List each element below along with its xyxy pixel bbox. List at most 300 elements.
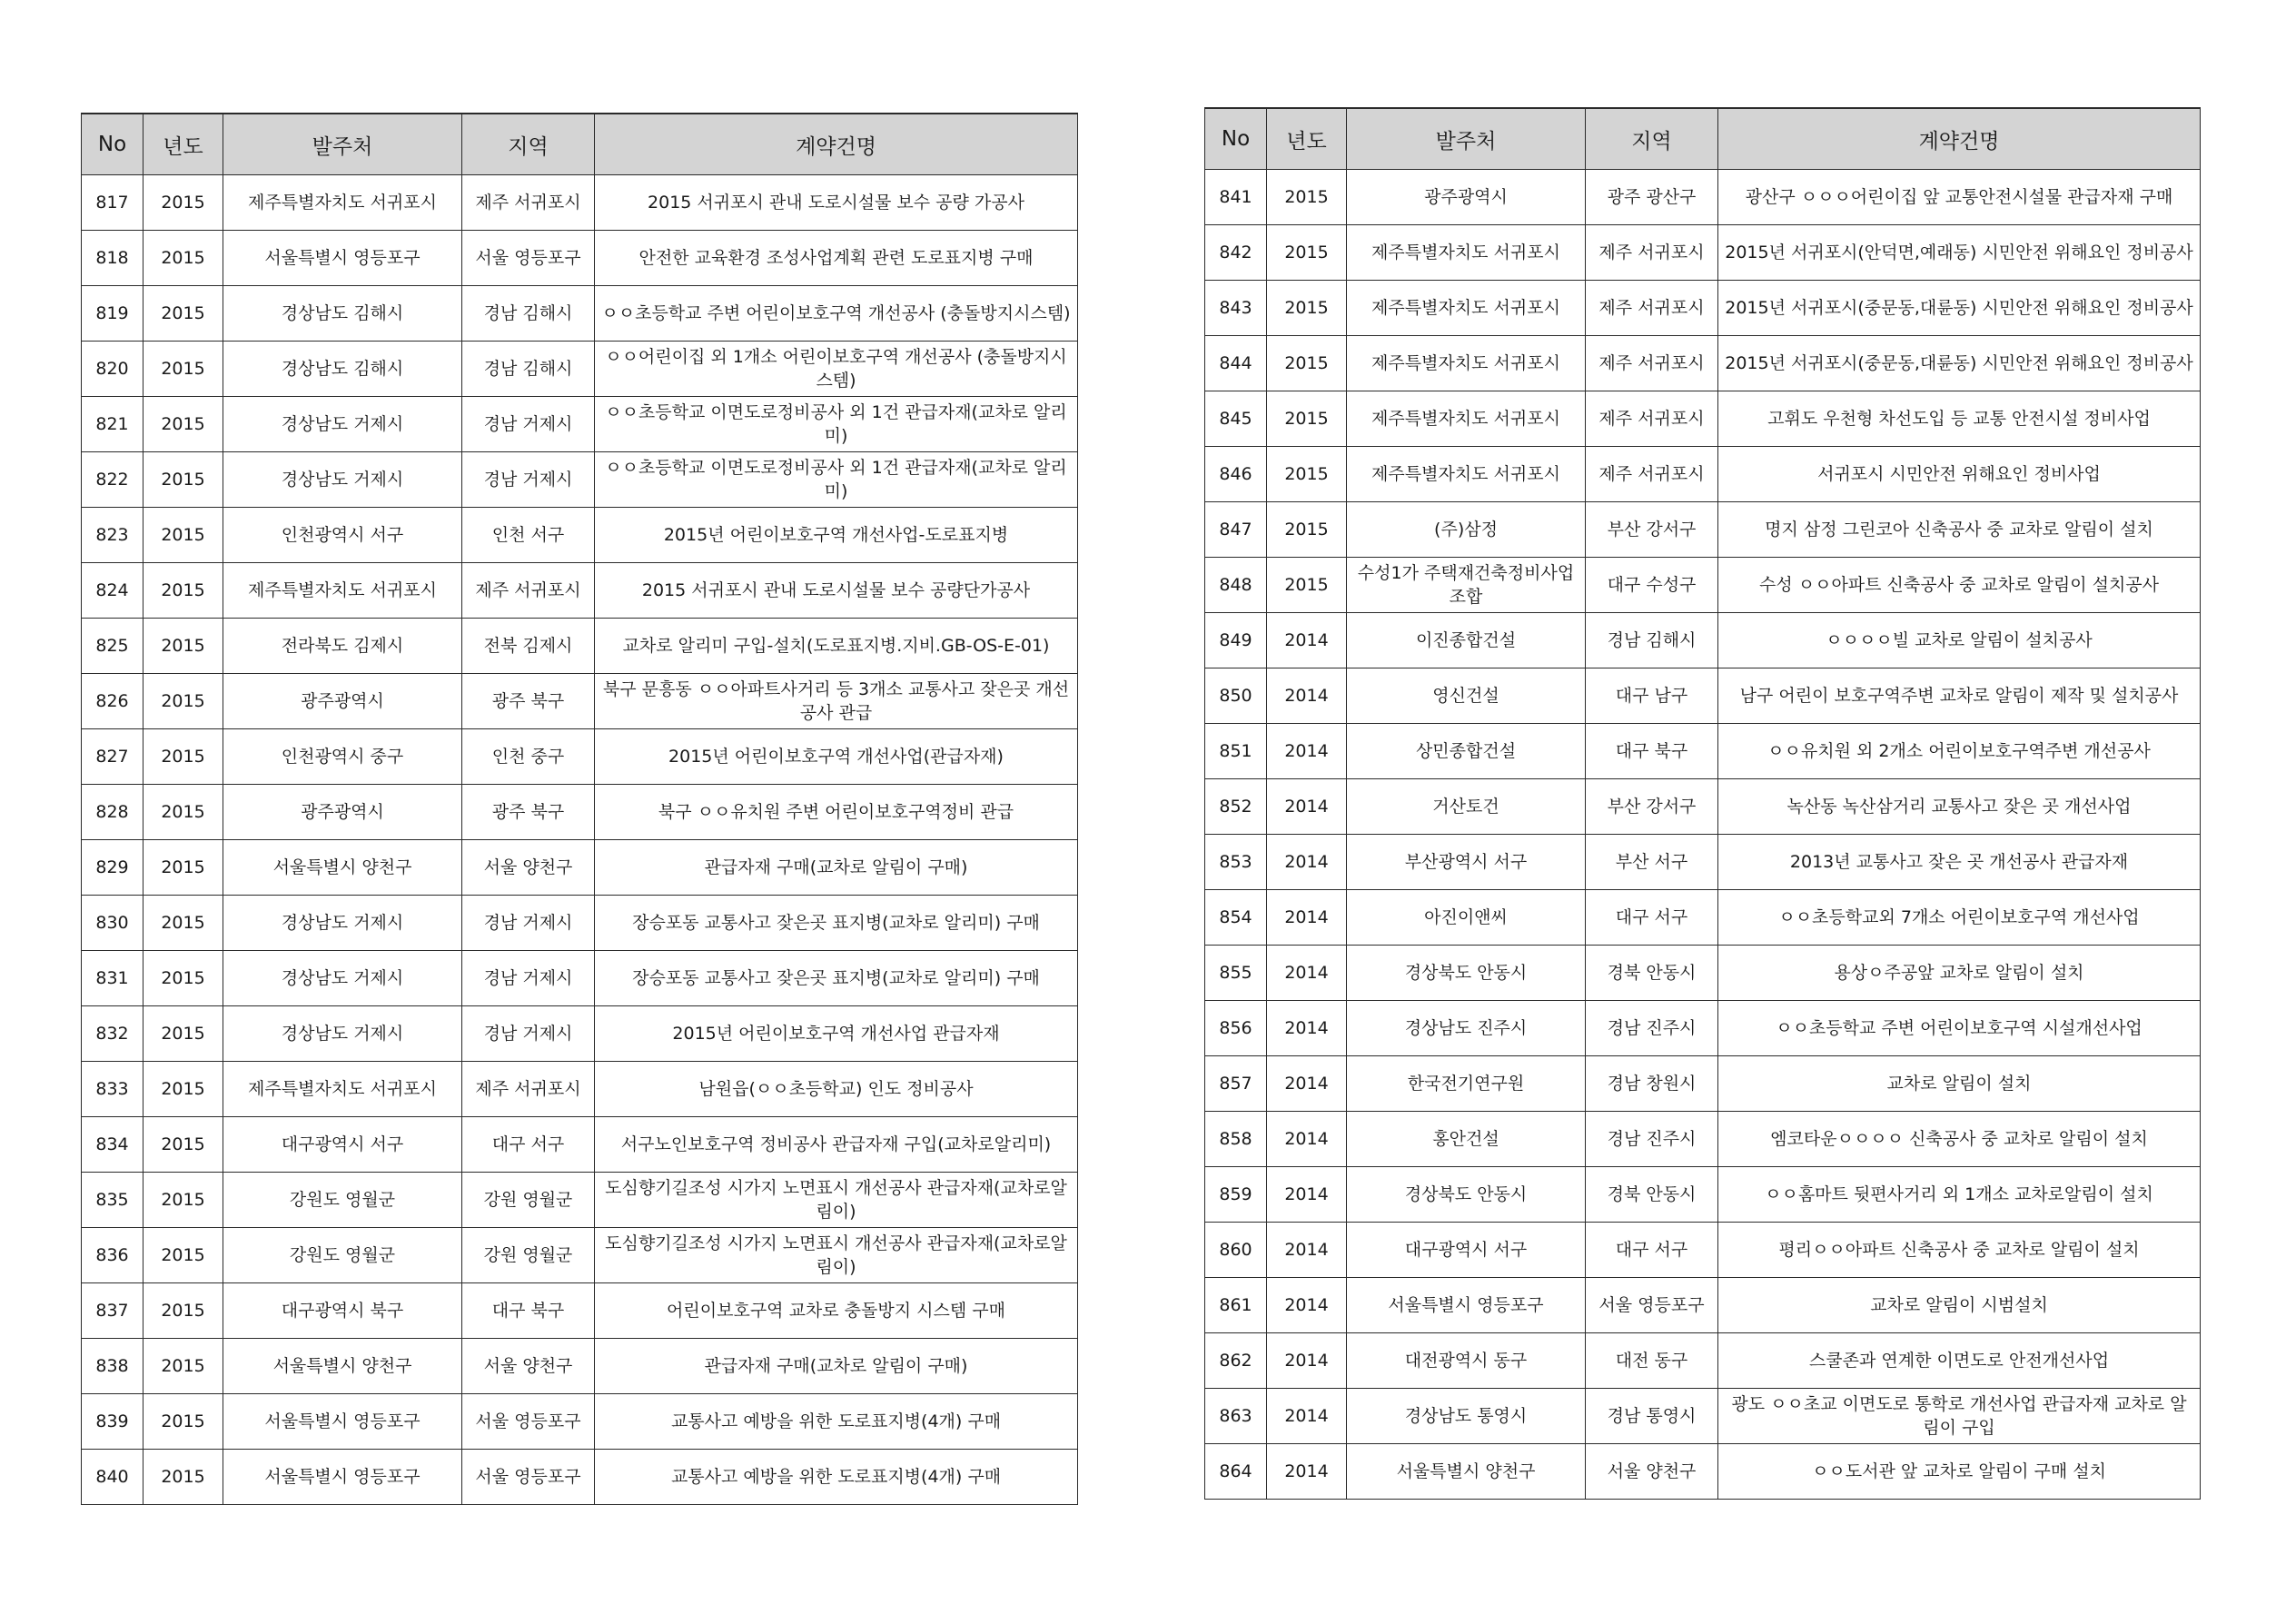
- cell-year: 2014: [1267, 1223, 1347, 1278]
- cell-contract: 명지 삼정 그린코아 신축공사 중 교차로 알림이 설치: [1718, 502, 2201, 558]
- cell-region: 인천 서구: [462, 508, 595, 563]
- cell-no: 817: [82, 175, 144, 231]
- cell-no: 863: [1205, 1389, 1267, 1444]
- cell-region: 대구 남구: [1586, 668, 1718, 724]
- cell-year: 2015: [144, 563, 223, 619]
- cell-no: 821: [82, 397, 144, 452]
- cell-contract: 교차로 알림이 시범설치: [1718, 1278, 2201, 1333]
- cell-region: 인천 중구: [462, 729, 595, 785]
- cell-region: 서울 영등포구: [462, 1450, 595, 1505]
- cell-client: 대구광역시 서구: [223, 1117, 462, 1173]
- cell-year: 2015: [144, 286, 223, 342]
- cell-client: 대구광역시 북구: [223, 1283, 462, 1339]
- cell-region: 경북 안동시: [1586, 1167, 1718, 1223]
- cell-no: 853: [1205, 835, 1267, 890]
- cell-no: 823: [82, 508, 144, 563]
- cell-region: 제주 서귀포시: [462, 175, 595, 231]
- cell-no: 822: [82, 452, 144, 508]
- header-year: 년도: [1267, 108, 1347, 170]
- cell-no: 851: [1205, 724, 1267, 779]
- cell-client: 인천광역시 서구: [223, 508, 462, 563]
- cell-region: 대구 서구: [1586, 890, 1718, 946]
- cell-no: 833: [82, 1062, 144, 1117]
- cell-contract: 서구노인보호구역 정비공사 관급자재 구입(교차로알리미): [595, 1117, 1078, 1173]
- cell-region: 광주 광산구: [1586, 170, 1718, 225]
- cell-contract: 교차로 알리미 구입-설치(도로표지병.지비.GB-OS-E-01): [595, 619, 1078, 674]
- cell-contract: 2013년 교통사고 잦은 곳 개선공사 관급자재: [1718, 835, 2201, 890]
- table-row: [82, 1228, 1078, 1283]
- cell-no: 849: [1205, 613, 1267, 668]
- table-row: [1205, 890, 2201, 946]
- header-no: No: [82, 114, 144, 175]
- cell-no: 819: [82, 286, 144, 342]
- cell-region: 부산 강서구: [1586, 502, 1718, 558]
- cell-no: 854: [1205, 890, 1267, 946]
- cell-client: 서울특별시 영등포구: [223, 1394, 462, 1450]
- cell-no: 834: [82, 1117, 144, 1173]
- table-row: [82, 674, 1078, 729]
- cell-region: 서울 영등포구: [1586, 1278, 1718, 1333]
- cell-region: 경남 김해시: [462, 342, 595, 397]
- cell-no: 850: [1205, 668, 1267, 724]
- cell-client: 서울특별시 영등포구: [1347, 1278, 1586, 1333]
- cell-region: 경남 진주시: [1586, 1001, 1718, 1056]
- cell-no: 846: [1205, 447, 1267, 502]
- cell-no: 841: [1205, 170, 1267, 225]
- cell-region: 대구 북구: [1586, 724, 1718, 779]
- table-row: [82, 1450, 1078, 1505]
- cell-client: 홍안건설: [1347, 1112, 1586, 1167]
- cell-year: 2015: [144, 231, 223, 286]
- cell-contract: ㅇㅇ홈마트 뒷편사거리 외 1개소 교차로알림이 설치: [1718, 1167, 2201, 1223]
- cell-contract: 수성 ㅇㅇ아파트 신축공사 중 교차로 알림이 설치공사: [1718, 558, 2201, 613]
- cell-no: 838: [82, 1339, 144, 1394]
- cell-client: 강원도 영월군: [223, 1228, 462, 1283]
- cell-client: 서울특별시 양천구: [223, 1339, 462, 1394]
- cell-region: 경남 김해시: [462, 286, 595, 342]
- cell-contract: 남원읍(ㅇㅇ초등학교) 인도 정비공사: [595, 1062, 1078, 1117]
- header-region: 지역: [1586, 108, 1718, 170]
- cell-region: 제주 서귀포시: [462, 563, 595, 619]
- table-row: [1205, 1056, 2201, 1112]
- cell-contract: 서귀포시 시민안전 위해요인 정비사업: [1718, 447, 2201, 502]
- table-row: [82, 1062, 1078, 1117]
- cell-region: 제주 서귀포시: [1586, 447, 1718, 502]
- cell-contract: 장승포동 교통사고 잦은곳 표지병(교차로 알리미) 구매: [595, 896, 1078, 951]
- cell-year: 2015: [144, 619, 223, 674]
- cell-contract: 스쿨존과 연계한 이면도로 안전개선사업: [1718, 1333, 2201, 1389]
- table-row: [1205, 613, 2201, 668]
- cell-client: 경상남도 진주시: [1347, 1001, 1586, 1056]
- cell-client: 경상남도 거제시: [223, 896, 462, 951]
- table-row: [1205, 558, 2201, 613]
- table-row: [1205, 1223, 2201, 1278]
- cell-region: 제주 서귀포시: [1586, 336, 1718, 391]
- cell-client: 제주특별자치도 서귀포시: [223, 1062, 462, 1117]
- cell-no: 840: [82, 1450, 144, 1505]
- table-header: [1205, 108, 2201, 170]
- cell-no: 861: [1205, 1278, 1267, 1333]
- table-row: [82, 840, 1078, 896]
- table-header: [82, 114, 1078, 175]
- cell-client: 경상북도 안동시: [1347, 946, 1586, 1001]
- cell-year: 2015: [144, 452, 223, 508]
- cell-year: 2015: [1267, 502, 1347, 558]
- cell-region: 경남 진주시: [1586, 1112, 1718, 1167]
- table-row: [1205, 779, 2201, 835]
- cell-no: 818: [82, 231, 144, 286]
- table-row: [1205, 1167, 2201, 1223]
- cell-contract: 용상ㅇ주공앞 교차로 알림이 설치: [1718, 946, 2201, 1001]
- table-row: [1205, 724, 2201, 779]
- table-row: [82, 785, 1078, 840]
- cell-client: 서울특별시 영등포구: [223, 1450, 462, 1505]
- cell-region: 경남 김해시: [1586, 613, 1718, 668]
- cell-client: 제주특별자치도 서귀포시: [1347, 225, 1586, 281]
- cell-client: 서울특별시 양천구: [223, 840, 462, 896]
- cell-client: 영신건설: [1347, 668, 1586, 724]
- cell-region: 서울 양천구: [462, 840, 595, 896]
- cell-year: 2015: [144, 729, 223, 785]
- cell-year: 2015: [144, 1062, 223, 1117]
- cell-contract: ㅇㅇ초등학교 이면도로정비공사 외 1건 관급자재(교차로 알리미): [595, 452, 1078, 508]
- table-row: [1205, 336, 2201, 391]
- cell-client: 전라북도 김제시: [223, 619, 462, 674]
- cell-client: 제주특별자치도 서귀포시: [223, 175, 462, 231]
- cell-year: 2015: [1267, 170, 1347, 225]
- cell-no: 831: [82, 951, 144, 1006]
- cell-contract: 교차로 알림이 설치: [1718, 1056, 2201, 1112]
- right-table-container: [1204, 107, 2201, 1500]
- cell-no: 852: [1205, 779, 1267, 835]
- cell-region: 제주 서귀포시: [1586, 281, 1718, 336]
- cell-client: 제주특별자치도 서귀포시: [223, 563, 462, 619]
- cell-no: 828: [82, 785, 144, 840]
- table-row: [82, 452, 1078, 508]
- cell-client: 한국전기연구원: [1347, 1056, 1586, 1112]
- table-row: [1205, 225, 2201, 281]
- cell-contract: 2015년 서귀포시(중문동,대륜동) 시민안전 위해요인 정비공사: [1718, 281, 2201, 336]
- cell-no: 843: [1205, 281, 1267, 336]
- cell-region: 서울 영등포구: [462, 1394, 595, 1450]
- header-client: 발주처: [223, 114, 462, 175]
- cell-client: 아진이앤씨: [1347, 890, 1586, 946]
- cell-client: 제주특별자치도 서귀포시: [1347, 281, 1586, 336]
- header-contract: 계약건명: [1718, 108, 2201, 170]
- cell-year: 2015: [1267, 558, 1347, 613]
- cell-year: 2014: [1267, 779, 1347, 835]
- cell-year: 2015: [144, 1117, 223, 1173]
- cell-region: 대전 동구: [1586, 1333, 1718, 1389]
- cell-client: 광주광역시: [1347, 170, 1586, 225]
- cell-contract: ㅇㅇ도서관 앞 교차로 알림이 구매 설치: [1718, 1444, 2201, 1500]
- cell-client: 서울특별시 양천구: [1347, 1444, 1586, 1500]
- cell-contract: ㅇㅇ유치원 외 2개소 어린이보호구역주변 개선공사: [1718, 724, 2201, 779]
- cell-no: 845: [1205, 391, 1267, 447]
- table-row: [1205, 1112, 2201, 1167]
- cell-region: 서울 영등포구: [462, 231, 595, 286]
- cell-year: 2015: [144, 175, 223, 231]
- contract-table-right: [1204, 107, 2201, 1500]
- cell-no: 859: [1205, 1167, 1267, 1223]
- table-row: [82, 231, 1078, 286]
- cell-contract: 2015 서귀포시 관내 도로시설물 보수 공량 가공사: [595, 175, 1078, 231]
- table-row: [82, 1173, 1078, 1228]
- cell-contract: 북구 문흥동 ㅇㅇ아파트사거리 등 3개소 교통사고 잦은곳 개선공사 관급: [595, 674, 1078, 729]
- cell-year: 2014: [1267, 1278, 1347, 1333]
- cell-contract: 광도 ㅇㅇ초교 이면도로 통학로 개선사업 관급자재 교차로 알림이 구입: [1718, 1389, 2201, 1444]
- table-row: [1205, 668, 2201, 724]
- table-row: [1205, 1444, 2201, 1500]
- cell-client: 제주특별자치도 서귀포시: [1347, 336, 1586, 391]
- cell-year: 2014: [1267, 1389, 1347, 1444]
- cell-year: 2015: [1267, 281, 1347, 336]
- cell-contract: 평리ㅇㅇ아파트 신축공사 중 교차로 알림이 설치: [1718, 1223, 2201, 1278]
- cell-client: 서울특별시 영등포구: [223, 231, 462, 286]
- cell-client: (주)삼정: [1347, 502, 1586, 558]
- cell-client: 대전광역시 동구: [1347, 1333, 1586, 1389]
- cell-no: 847: [1205, 502, 1267, 558]
- cell-region: 제주 서귀포시: [1586, 225, 1718, 281]
- table-row: [82, 619, 1078, 674]
- cell-no: 830: [82, 896, 144, 951]
- cell-region: 경남 거제시: [462, 951, 595, 1006]
- cell-region: 경북 안동시: [1586, 946, 1718, 1001]
- header-client: 발주처: [1347, 108, 1586, 170]
- cell-no: 842: [1205, 225, 1267, 281]
- cell-region: 부산 서구: [1586, 835, 1718, 890]
- cell-client: 경상남도 김해시: [223, 342, 462, 397]
- cell-no: 835: [82, 1173, 144, 1228]
- cell-contract: 도심향기길조성 시가지 노면표시 개선공사 관급자재(교차로알림이): [595, 1228, 1078, 1283]
- table-body: [82, 175, 1078, 1505]
- contract-table-left: [81, 113, 1078, 1505]
- cell-contract: 엠코타운ㅇㅇㅇㅇ 신축공사 중 교차로 알림이 설치: [1718, 1112, 2201, 1167]
- cell-year: 2015: [1267, 336, 1347, 391]
- cell-year: 2015: [144, 840, 223, 896]
- cell-year: 2014: [1267, 1001, 1347, 1056]
- cell-contract: ㅇㅇ어린이집 외 1개소 어린이보호구역 개선공사 (충돌방지시스템): [595, 342, 1078, 397]
- cell-contract: 2015년 어린이보호구역 개선사업(관급자재): [595, 729, 1078, 785]
- table-row: [82, 397, 1078, 452]
- table-body: [1205, 170, 2201, 1500]
- cell-client: 이진종합건설: [1347, 613, 1586, 668]
- cell-no: 862: [1205, 1333, 1267, 1389]
- cell-contract: 도심향기길조성 시가지 노면표시 개선공사 관급자재(교차로알림이): [595, 1173, 1078, 1228]
- cell-contract: ㅇㅇ초등학교 이면도로정비공사 외 1건 관급자재(교차로 알리미): [595, 397, 1078, 452]
- table-row: [1205, 946, 2201, 1001]
- cell-client: 광주광역시: [223, 785, 462, 840]
- cell-client: 광주광역시: [223, 674, 462, 729]
- cell-client: 제주특별자치도 서귀포시: [1347, 447, 1586, 502]
- cell-contract: 북구 ㅇㅇ유치원 주변 어린이보호구역정비 관급: [595, 785, 1078, 840]
- table-row: [1205, 447, 2201, 502]
- cell-client: 강원도 영월군: [223, 1173, 462, 1228]
- cell-year: 2015: [144, 1394, 223, 1450]
- cell-region: 서울 양천구: [1586, 1444, 1718, 1500]
- cell-region: 경남 통영시: [1586, 1389, 1718, 1444]
- cell-region: 경남 거제시: [462, 896, 595, 951]
- cell-year: 2015: [144, 951, 223, 1006]
- cell-contract: 교통사고 예방을 위한 도로표지병(4개) 구매: [595, 1394, 1078, 1450]
- cell-no: 829: [82, 840, 144, 896]
- table-row: [1205, 170, 2201, 225]
- cell-year: 2015: [1267, 391, 1347, 447]
- cell-year: 2015: [144, 1173, 223, 1228]
- header-region: 지역: [462, 114, 595, 175]
- cell-contract: 안전한 교육환경 조성사업계획 관련 도로표지병 구매: [595, 231, 1078, 286]
- cell-year: 2015: [144, 1228, 223, 1283]
- cell-contract: 2015년 서귀포시(중문동,대륜동) 시민안전 위해요인 정비공사: [1718, 336, 2201, 391]
- cell-contract: 광산구 ㅇㅇㅇ어린이집 앞 교통안전시설물 관급자재 구매: [1718, 170, 2201, 225]
- cell-no: 858: [1205, 1112, 1267, 1167]
- table-row: [82, 286, 1078, 342]
- cell-year: 2014: [1267, 890, 1347, 946]
- cell-client: 제주특별자치도 서귀포시: [1347, 391, 1586, 447]
- cell-region: 제주 서귀포시: [1586, 391, 1718, 447]
- cell-contract: ㅇㅇ초등학교 주변 어린이보호구역 개선공사 (충돌방지시스템): [595, 286, 1078, 342]
- cell-year: 2014: [1267, 1444, 1347, 1500]
- cell-contract: 어린이보호구역 교차로 충돌방지 시스템 구매: [595, 1283, 1078, 1339]
- cell-year: 2014: [1267, 724, 1347, 779]
- table-row: [1205, 1389, 2201, 1444]
- table-row: [82, 175, 1078, 231]
- cell-year: 2014: [1267, 835, 1347, 890]
- cell-region: 대구 수성구: [1586, 558, 1718, 613]
- cell-client: 인천광역시 중구: [223, 729, 462, 785]
- cell-region: 경남 거제시: [462, 1006, 595, 1062]
- cell-no: 827: [82, 729, 144, 785]
- left-table-container: [81, 113, 1078, 1505]
- cell-no: 826: [82, 674, 144, 729]
- table-row: [1205, 502, 2201, 558]
- cell-client: 거산토건: [1347, 779, 1586, 835]
- cell-year: 2014: [1267, 613, 1347, 668]
- cell-contract: ㅇㅇ초등학교 주변 어린이보호구역 시설개선사업: [1718, 1001, 2201, 1056]
- cell-contract: 2015 서귀포시 관내 도로시설물 보수 공량단가공사: [595, 563, 1078, 619]
- cell-no: 856: [1205, 1001, 1267, 1056]
- cell-year: 2014: [1267, 946, 1347, 1001]
- cell-client: 경상남도 거제시: [223, 397, 462, 452]
- cell-region: 강원 영월군: [462, 1173, 595, 1228]
- cell-client: 경상남도 김해시: [223, 286, 462, 342]
- cell-contract: 관급자재 구매(교차로 알림이 구매): [595, 840, 1078, 896]
- cell-region: 전북 김제시: [462, 619, 595, 674]
- table-row: [82, 896, 1078, 951]
- cell-year: 2015: [144, 674, 223, 729]
- cell-no: 860: [1205, 1223, 1267, 1278]
- table-row: [82, 508, 1078, 563]
- cell-no: 844: [1205, 336, 1267, 391]
- cell-contract: 2015년 어린이보호구역 개선사업 관급자재: [595, 1006, 1078, 1062]
- cell-region: 강원 영월군: [462, 1228, 595, 1283]
- table-row: [82, 1283, 1078, 1339]
- header-year: 년도: [144, 114, 223, 175]
- table-row: [1205, 835, 2201, 890]
- table-row: [1205, 1333, 2201, 1389]
- table-row: [82, 1006, 1078, 1062]
- cell-year: 2014: [1267, 1056, 1347, 1112]
- cell-year: 2014: [1267, 1112, 1347, 1167]
- cell-year: 2015: [1267, 447, 1347, 502]
- table-row: [1205, 281, 2201, 336]
- cell-client: 대구광역시 서구: [1347, 1223, 1586, 1278]
- cell-contract: 녹산동 녹산삼거리 교통사고 잦은 곳 개선사업: [1718, 779, 2201, 835]
- cell-no: 848: [1205, 558, 1267, 613]
- cell-region: 광주 북구: [462, 674, 595, 729]
- cell-region: 경남 거제시: [462, 452, 595, 508]
- cell-no: 839: [82, 1394, 144, 1450]
- cell-year: 2015: [144, 397, 223, 452]
- cell-year: 2015: [144, 342, 223, 397]
- cell-year: 2015: [144, 896, 223, 951]
- cell-year: 2015: [144, 1283, 223, 1339]
- cell-contract: 장승포동 교통사고 잦은곳 표지병(교차로 알리미) 구매: [595, 951, 1078, 1006]
- cell-year: 2015: [144, 785, 223, 840]
- cell-client: 경상남도 거제시: [223, 951, 462, 1006]
- cell-region: 대구 서구: [1586, 1223, 1718, 1278]
- cell-no: 857: [1205, 1056, 1267, 1112]
- table-row: [82, 1117, 1078, 1173]
- cell-contract: 2015년 어린이보호구역 개선사업-도로표지병: [595, 508, 1078, 563]
- cell-region: 광주 북구: [462, 785, 595, 840]
- cell-client: 부산광역시 서구: [1347, 835, 1586, 890]
- cell-year: 2015: [144, 1450, 223, 1505]
- cell-no: 824: [82, 563, 144, 619]
- cell-no: 855: [1205, 946, 1267, 1001]
- cell-no: 836: [82, 1228, 144, 1283]
- cell-no: 837: [82, 1283, 144, 1339]
- cell-no: 864: [1205, 1444, 1267, 1500]
- cell-year: 2015: [144, 1339, 223, 1394]
- cell-client: 상민종합건설: [1347, 724, 1586, 779]
- table-row: [82, 729, 1078, 785]
- cell-region: 서울 양천구: [462, 1339, 595, 1394]
- cell-client: 경상남도 거제시: [223, 452, 462, 508]
- cell-contract: 남구 어린이 보호구역주변 교차로 알림이 제작 및 설치공사: [1718, 668, 2201, 724]
- cell-region: 경남 거제시: [462, 397, 595, 452]
- cell-client: 경상북도 안동시: [1347, 1167, 1586, 1223]
- cell-client: 수성1가 주택재건축정비사업조합: [1347, 558, 1586, 613]
- header-contract: 계약건명: [595, 114, 1078, 175]
- cell-year: 2015: [144, 508, 223, 563]
- cell-no: 832: [82, 1006, 144, 1062]
- cell-contract: 관급자재 구매(교차로 알림이 구매): [595, 1339, 1078, 1394]
- cell-region: 제주 서귀포시: [462, 1062, 595, 1117]
- table-row: [82, 1339, 1078, 1394]
- table-row: [82, 342, 1078, 397]
- cell-year: 2015: [1267, 225, 1347, 281]
- cell-year: 2014: [1267, 1333, 1347, 1389]
- cell-region: 경남 창원시: [1586, 1056, 1718, 1112]
- cell-contract: 고휘도 우천형 차선도입 등 교통 안전시설 정비사업: [1718, 391, 2201, 447]
- table-row: [1205, 1278, 2201, 1333]
- cell-no: 825: [82, 619, 144, 674]
- cell-no: 820: [82, 342, 144, 397]
- table-row: [82, 951, 1078, 1006]
- table-row: [1205, 391, 2201, 447]
- cell-region: 대구 북구: [462, 1283, 595, 1339]
- header-no: No: [1205, 108, 1267, 170]
- table-row: [82, 1394, 1078, 1450]
- cell-client: 경상남도 통영시: [1347, 1389, 1586, 1444]
- cell-client: 경상남도 거제시: [223, 1006, 462, 1062]
- cell-year: 2014: [1267, 668, 1347, 724]
- table-row: [82, 563, 1078, 619]
- cell-year: 2014: [1267, 1167, 1347, 1223]
- cell-contract: ㅇㅇㅇㅇ빌 교차로 알림이 설치공사: [1718, 613, 2201, 668]
- cell-year: 2015: [144, 1006, 223, 1062]
